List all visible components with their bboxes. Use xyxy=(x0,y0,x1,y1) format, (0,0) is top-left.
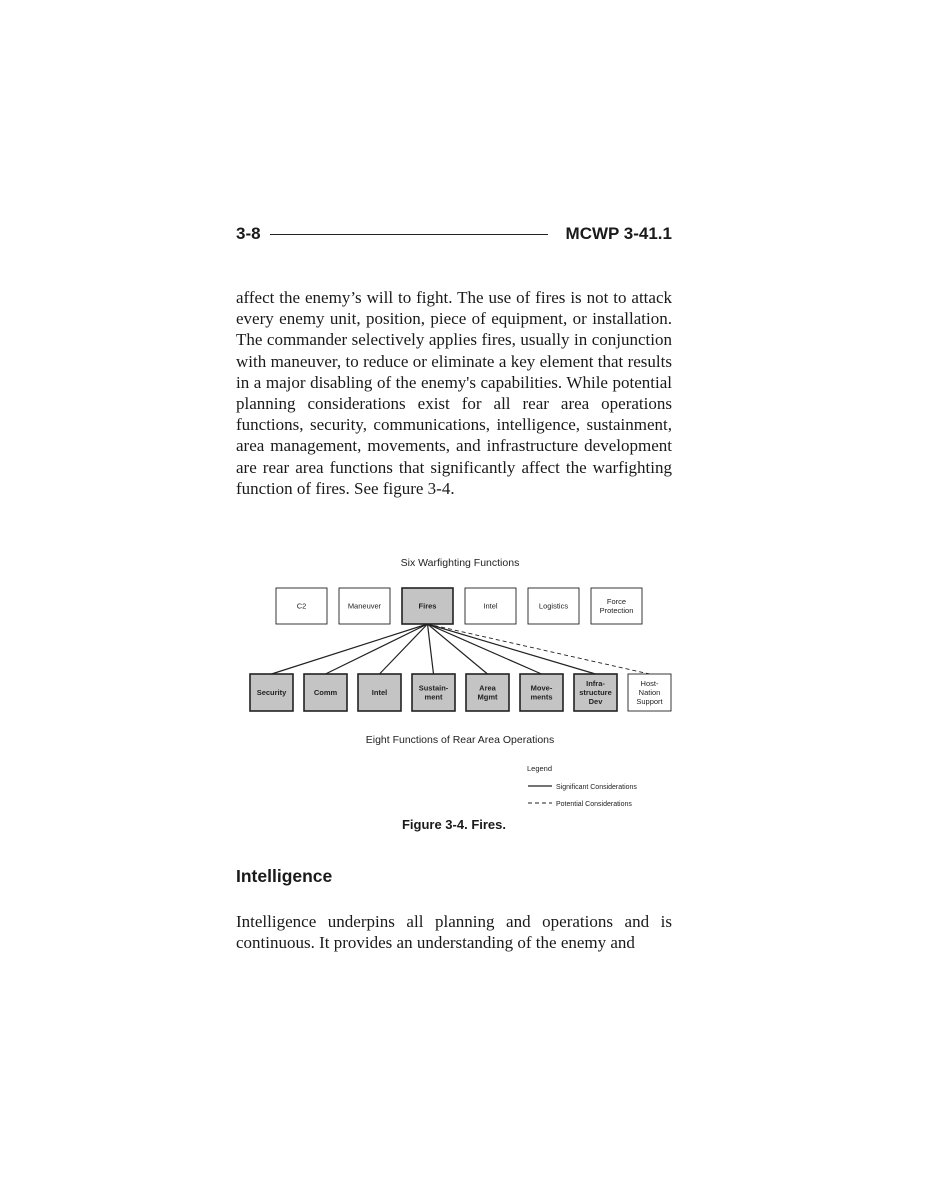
wf-box-maneuver-label: Maneuver xyxy=(347,601,382,611)
rear-box-host-nation-support-label: Nation xyxy=(638,688,661,698)
rear-box-infra-structure-dev-label: Infra- xyxy=(586,679,605,689)
rear-box-infra-structure-dev xyxy=(574,674,617,711)
rear-box-sustain-ment-label: ment xyxy=(424,692,443,702)
wf-box-logistics xyxy=(528,588,579,624)
rear-box-intel-label: Intel xyxy=(371,688,388,698)
wf-box-fires xyxy=(402,588,453,624)
diagram-top-title: Six Warfighting Functions xyxy=(400,557,520,569)
function-boxes xyxy=(250,588,671,711)
wf-box-c2 xyxy=(276,588,327,624)
rear-box-sustain-ment-label: Sustain- xyxy=(418,683,449,693)
page-header xyxy=(236,222,672,248)
wf-box-fires-label: Fires xyxy=(418,601,437,611)
publication-id: MCWP 3-41.1 xyxy=(565,224,672,243)
rear-box-comm xyxy=(304,674,347,711)
diagram-legend xyxy=(527,764,637,808)
wf-box-force-protection-label: Force xyxy=(606,597,627,607)
rear-box-security-label: Security xyxy=(256,688,287,698)
connector-area-mgmt xyxy=(428,624,488,674)
wf-box-force-protection-label: Protection xyxy=(599,606,634,616)
figure-caption: Figure 3-4. Fires. xyxy=(401,817,507,832)
header-rule xyxy=(270,234,548,235)
body-paragraph: Intelligence underpins all planning and operations and is continuous. It provides an understanding of the enemy and xyxy=(236,912,672,953)
wf-box-c2-label: C2 xyxy=(296,601,307,611)
rear-box-move-ments xyxy=(520,674,563,711)
wf-box-logistics-label: Logistics xyxy=(538,601,569,611)
fires-diagram xyxy=(236,548,672,814)
rear-box-sustain-ment xyxy=(412,674,455,711)
rear-box-area-mgmt-label: Mgmt xyxy=(477,692,498,702)
wf-box-force-protection xyxy=(591,588,642,624)
section-heading: Intelligence xyxy=(236,866,333,886)
rear-box-area-mgmt xyxy=(466,674,509,711)
wf-box-intel-label: Intel xyxy=(483,601,498,611)
rear-box-security xyxy=(250,674,293,711)
rear-box-move-ments-label: ments xyxy=(530,692,553,702)
connector-comm xyxy=(326,624,428,674)
wf-box-maneuver xyxy=(339,588,390,624)
rear-box-host-nation-support-label: Host- xyxy=(640,679,659,689)
rear-box-intel xyxy=(358,674,401,711)
rear-box-move-ments-label: Move- xyxy=(530,683,553,693)
connector-move-ments xyxy=(428,624,542,674)
connector-infra-structure-dev xyxy=(428,624,596,674)
connector-host-nation-support xyxy=(428,624,650,674)
legend-significant-label: Significant Considerations xyxy=(556,784,637,791)
rear-box-host-nation-support-label: Support xyxy=(636,697,663,707)
rear-box-infra-structure-dev-label: structure xyxy=(579,688,612,698)
legend-potential-label: Potential Considerations xyxy=(556,801,632,808)
diagram-bottom-title: Eight Functions of Rear Area Operations xyxy=(365,734,555,746)
body-paragraph: affect the enemy’s will to fight. The use of fires is not to attack every enemy unit, position, piece of equipment, or installation. The commander selectively applies fires, usually in conjunction with maneuver, to reduce or eliminate a key element that results in a major disabling of the enemy's capabilities. While potential planning considerations exist for all rear area operations functions, security, communications, intelligence, sustainment, area management, movements, and infrastructure development are rear area functions that significantly affect the warfighting function of fires. See figure 3-4. xyxy=(236,288,672,498)
rear-box-area-mgmt-label: Area xyxy=(479,683,496,693)
wf-box-intel xyxy=(465,588,516,624)
page-number: 3-8 xyxy=(236,224,261,243)
rear-box-host-nation-support xyxy=(628,674,671,711)
connector-lines xyxy=(272,624,650,674)
rear-box-infra-structure-dev-label: Dev xyxy=(588,697,603,707)
legend-title: Legend xyxy=(527,764,553,773)
connector-sustain-ment xyxy=(428,624,434,674)
rear-box-comm-label: Comm xyxy=(313,688,338,698)
